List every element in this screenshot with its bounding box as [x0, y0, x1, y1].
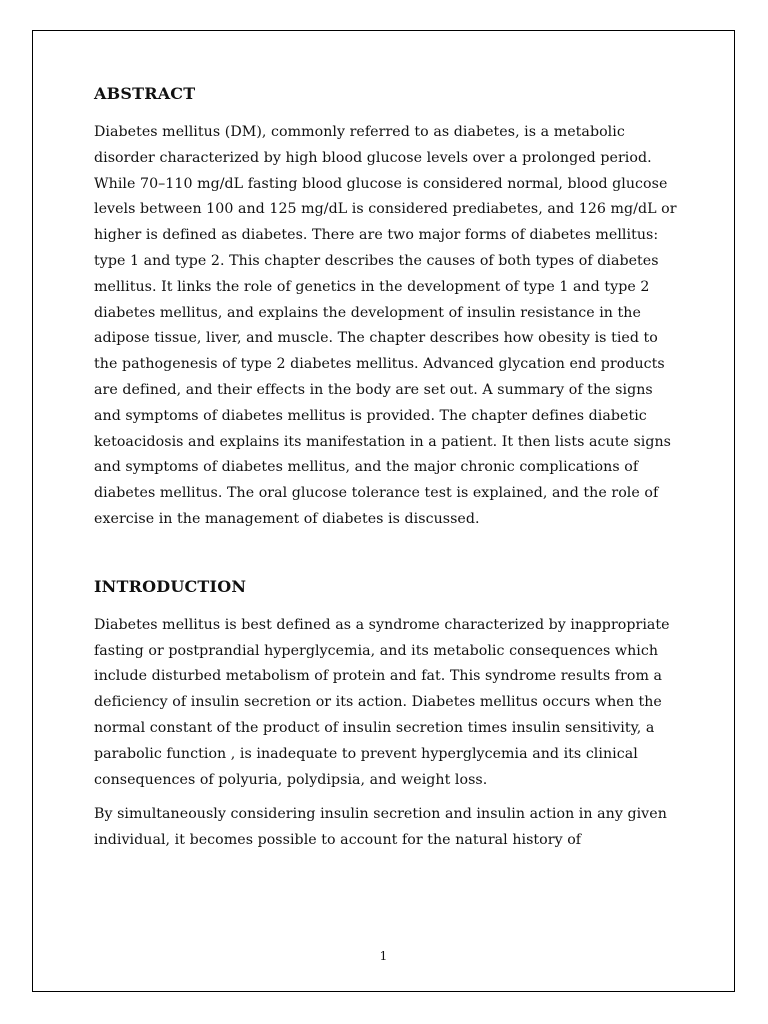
abstract-heading: ABSTRACT: [94, 84, 196, 103]
introduction-heading: INTRODUCTION: [94, 576, 247, 596]
page-number: 1: [379, 949, 388, 963]
introduction-paragraph-1: Diabetes mellitus is best defined as a syndrome characterized by inappropriate fasting or postprandial hyperglycemia, and its metabolic consequences which include disturbed metabolism of protein and fat. This syndrome results from a deficiency of insulin secretion or its action. Diabetes mellitus occurs when the normal constant of the product of insulin secretion times insulin sensitivity, a parabolic function , is inadequate to prevent hyperglycemia and its clinical consequences of polyuria, polydipsia, and weight loss.: [94, 616, 670, 788]
introduction-paragraph-2: By simultaneously considering insulin secretion and insulin action in any given individual, it becomes possible to account for the natural history of: [94, 806, 667, 849]
abstract-paragraph: Diabetes mellitus (DM), commonly referred to as diabetes, is a metabolic disorder characterized by high blood glucose levels over a prolonged period. While 70–110 mg/dL fasting blood glucose is considered normal, blood glucose levels between 100 and 125 mg/dL is considered prediabetes, and 126 mg/dL or higher is defined as diabetes. There are two major forms of diabetes mellitus: type 1 and type 2. This chapter describes the causes of both types of diabetes mellitus. It links the role of genetics in the development of type 1 and type 2 diabetes mellitus, and explains the development of insulin resistance in the adipose tissue, liver, and muscle. The chapter describes how obesity is tied to the pathogenesis of type 2 diabetes mellitus. Advanced glycation end products are defined, and their effects in the body are set out. A summary of the signs and symptoms of diabetes mellitus is provided. The chapter defines diabetic ketoacidosis and explains its manifestation in a patient. It then lists acute signs and symptoms of diabetes mellitus, and the major chronic complications of diabetes mellitus. The oral glucose tolerance test is explained, and the role of exercise in the management of diabetes is discussed.: [94, 124, 677, 527]
document-page: [32, 30, 735, 992]
paragraph-spacer: [94, 793, 678, 802]
section-spacer: [94, 533, 678, 577]
page-content: [94, 84, 678, 854]
